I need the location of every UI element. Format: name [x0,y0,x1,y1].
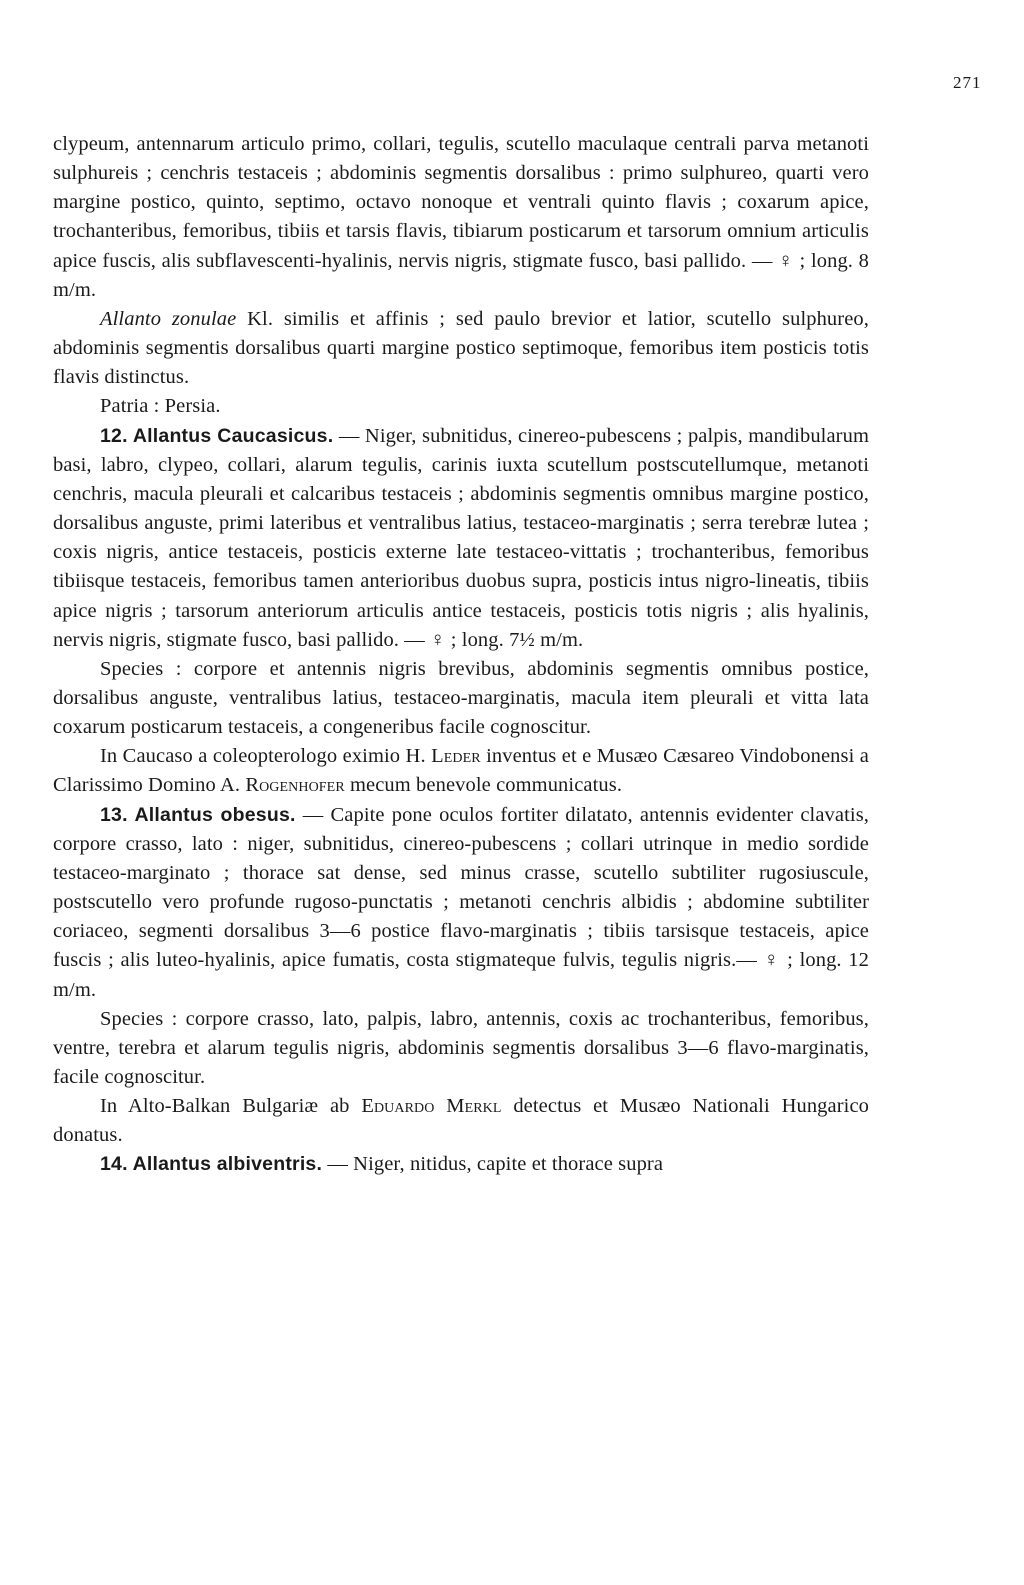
species-heading: 12. Allantus Caucasicus. [100,424,334,447]
paragraph-text: In Caucaso a coleopterologo eximio H. [100,745,432,768]
page-body [53,130,869,1180]
paragraph-text: Species : corpore et antennis nigris brevibus, abdominis segmentis omnibus postice, dorsalibus anguste, ventralibus latius, testaceo-marginatis, macula item pleurali et vitta lata coxarum posticarum testaceis, a congeneribus facile cognoscitur. [53,657,869,739]
paragraph [53,392,869,421]
paragraph-text: mecum benevole communicatus. [344,774,623,797]
paragraph-text: clypeum, antennarum articulo primo, collari, tegulis, scutello maculaque centrali parva metanoti sulphureis ; cenchris testaceis ; abdominis segmentis dorsalibus : primo sulphureo, quarti vero margine postico, quinto, septimo, octavo nonoque et ventrali quinto flavis ; coxarum apice, trochanteribus, femoribus, tibiis et tarsis flavis, tibiarum posticarum et tarsorum omnium articulis apice fuscis, alis subflavescenti-hyalinis, nervis nigris, stigmate fusco, basi pallido. — ♀ ; long. 8 m/m. [53,133,869,301]
paragraph [53,130,869,305]
paragraph-text: — Niger, nitidus, capite et thorace supra [322,1153,664,1176]
paragraph-text: Allanto zonulae [100,307,237,330]
species-heading: 14. Allantus albiventris. [100,1153,323,1176]
paragraph-text: Eduardo Merkl [361,1095,502,1118]
paragraph-text: Leder [431,745,481,768]
paragraph-text: Rogenhofer [245,774,345,797]
paragraph-text: Patria : Persia. [100,395,221,418]
paragraph-text: In Alto-Balkan Bulgariæ ab [100,1095,362,1118]
paragraph [53,422,869,655]
paragraph [53,742,869,800]
paragraph [53,655,869,742]
paragraph-text: — Capite pone oculos fortiter dilatato, antennis evidenter clavatis, corpore crasso, lato : niger, subnitidus, cinereo-pubescens ; collari utrinque in medio sordide testaceo-marginato ; thorace sat dense, sed minus crasse, scutello subtiliter rugosiuscule, postscutello vero profunde rugoso-punctatis ; metanoti cenchris albidis ; abdomine subtiliter coriaceo, segmenti dorsalibus 3—6 postice flavo-marginatis ; tibiis tarsisque testaceis, apice fuscis ; alis luteo-hyalinis, apice fumatis, costa stigmateque fulvis, tegulis nigris.— ♀ ; long. 12 m/m. [53,803,869,1001]
page-number: 271 [953,73,982,92]
paragraph [53,1150,869,1179]
paragraph [53,801,869,1005]
paragraph-text: Kl. similis et affinis ; sed paulo brevior et latior, scutello sulphureo, abdominis segmentis dorsalibus quarti margine postico septimoque, femoribus item posticis totis flavis distinctus. [53,307,869,389]
paragraph-text: inventus et e Musæo Cæsareo Vindobonensi a Clarissimo Domino A. [53,745,869,797]
paragraph [53,1005,869,1092]
species-heading: 13. Allantus obesus. [100,803,296,826]
paragraph [53,1092,869,1150]
paragraph-text: — Niger, subnitidus, cinereo-pubescens ; palpis, mandibularum basi, labro, clypeo, collari, alarum tegulis, carinis iuxta scutellum postscutellumque, metanoti cenchris, macula pleurali et calcaribus testaceis ; abdominis segmentis omnibus margine postico, dorsalibus anguste, primi lateribus et ventralibus latius, testaceo-marginatis ; serra terebræ lutea ; coxis nigris, antice testaceis, posticis externe late testaceo-vittatis ; trochanteribus, femoribus tibiisque testaceis, femoribus tamen anterioribus duobus supra, posticis intus nigro-lineatis, tibiis apice nigris ; tarsorum anteriorum articulis antice testaceis, posticis totis nigris ; alis hyalinis, nervis nigris, stigmate fusco, basi pallido. — ♀ ; long. 7½ m/m. [53,424,869,651]
paragraph-text: Species : corpore crasso, lato, palpis, labro, antennis, coxis ac trochanteribus, femoribus, ventre, terebra et alarum tegulis nigris, abdominis segmentis dorsalibus 3—6 flavo-marginatis, facile cognoscitur. [53,1007,869,1088]
paragraph-text: detectus et Musæo Nationali Hungarico donatus. [53,1095,870,1147]
paragraph [53,305,869,392]
